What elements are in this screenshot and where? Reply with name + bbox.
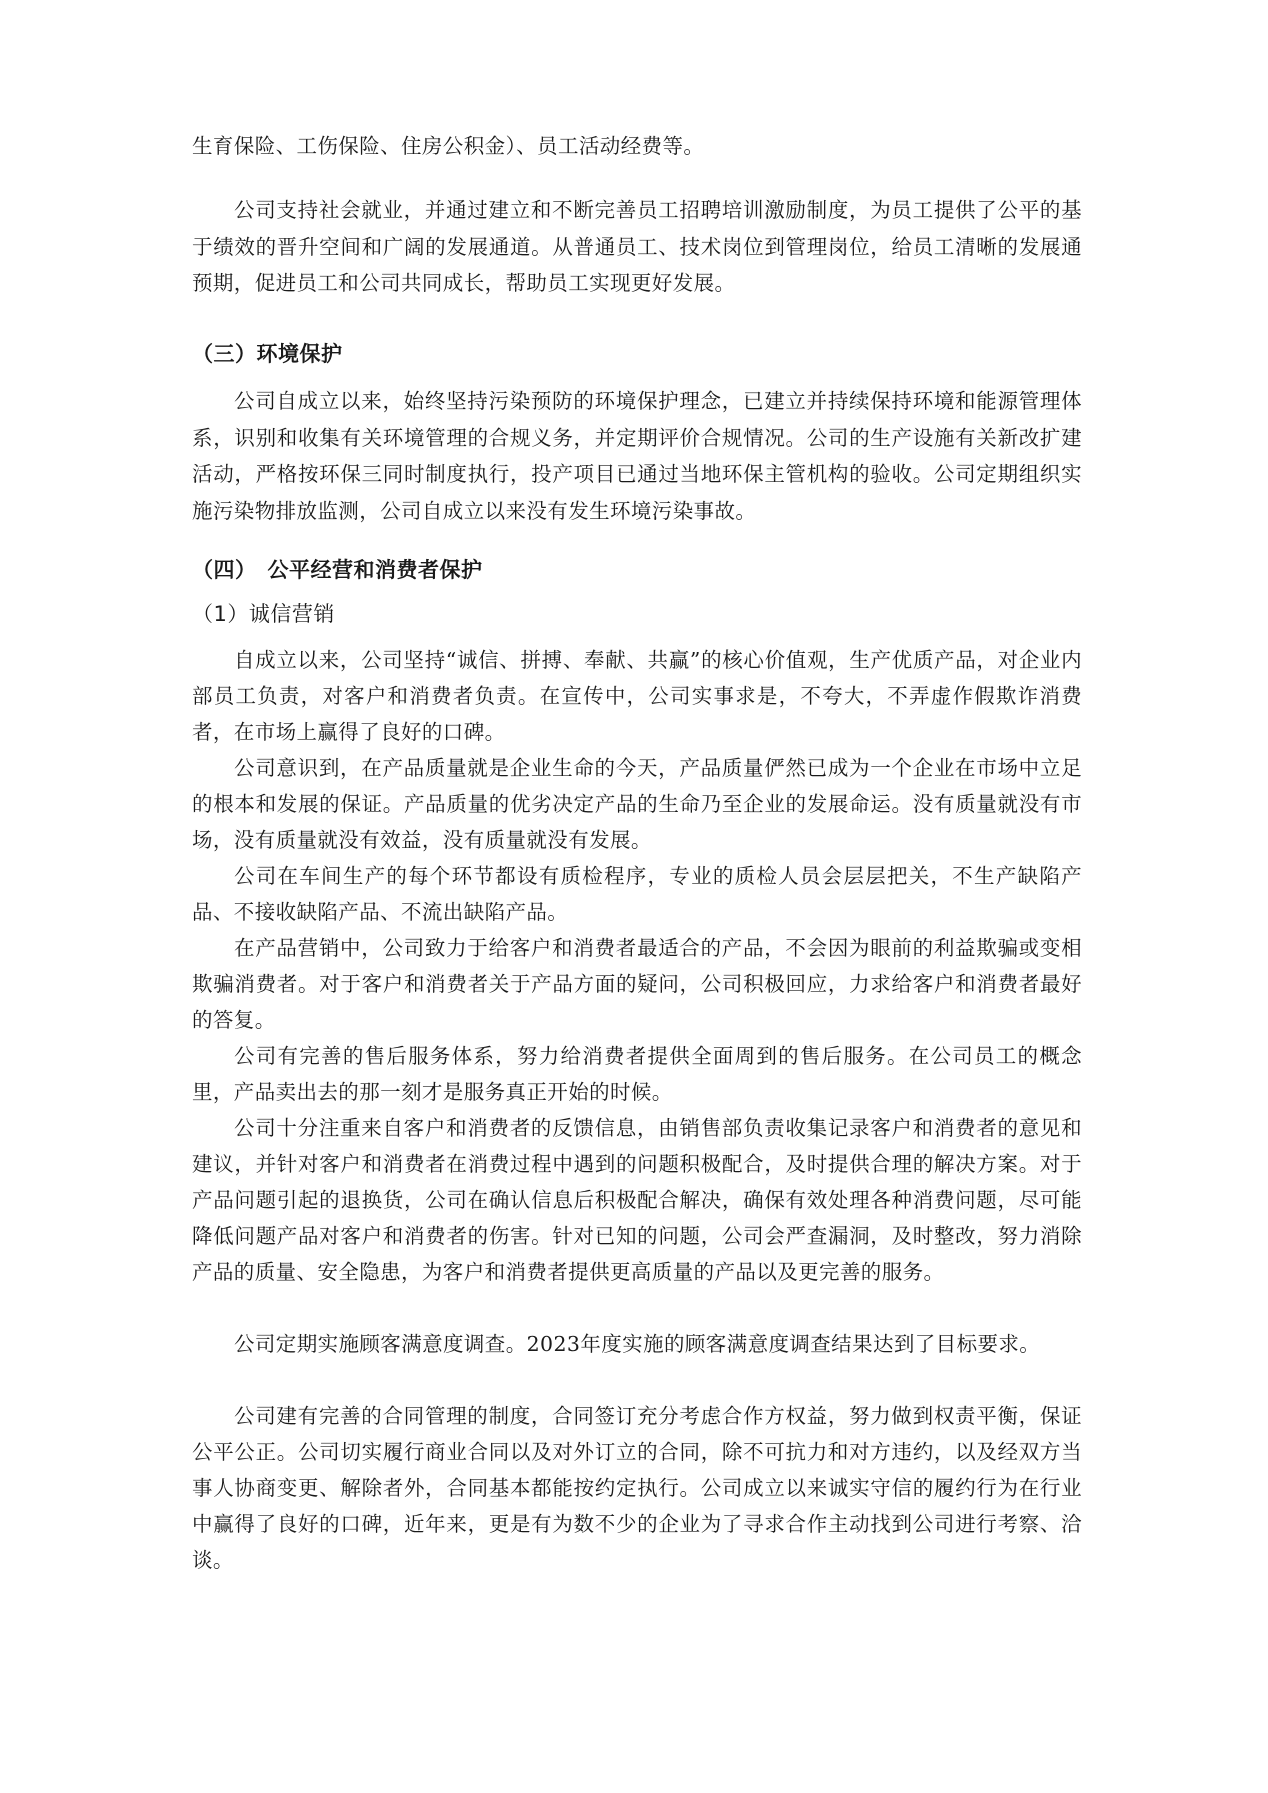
paragraph-marketing: 在产品营销中，公司致力于给客户和消费者最适合的产品，不会因为眼前的利益欺骗或变相欺骗消费者。对于客户和消费者关于产品方面的疑问，公司积极回应，力求给客户和消费者最好的答复。 <box>192 936 1082 1032</box>
paragraph-after-sales: 公司有完善的售后服务体系，努力给消费者提供全面周到的售后服务。在公司员工的概念里，产品卖出去的那一刻才是服务真正开始的时候。 <box>192 1044 1082 1104</box>
section-title-environment: （三）环境保护 <box>192 342 343 366</box>
paragraph-quality-inspection: 公司在车间生产的每个环节都设有质检程序，专业的质检人员会层层把关，不生产缺陷产品、不接收缺陷产品、不流出缺陷产品。 <box>192 864 1082 924</box>
paragraph-satisfaction-survey: 公司定期实施顾客满意度调查。2023年度实施的顾客满意度调查结果达到了目标要求。 <box>234 1332 1041 1356</box>
section-title-fair-business: （四） 公平经营和消费者保护 <box>192 558 483 582</box>
paragraph-contract-management: 公司建有完善的合同管理的制度，合同签订充分考虑合作方权益，努力做到权责平衡，保证公平公正。公司切实履行商业合同以及对外订立的合同，除不可抗力和对方违约，以及经双方当事人协商变更、解除者外，合同基本都能按约定执行。公司成立以来诚实守信的履约行为在行业中赢得了良好的口碑，近年来，更是有为数不少的企业为了寻求合作主动找到公司进行考察、洽谈。 <box>192 1404 1082 1572</box>
subsection-title-integrity-marketing: （1）诚信营销 <box>192 602 335 626</box>
paragraph-employment: 公司支持社会就业，并通过建立和不断完善员工招聘培训激励制度，为员工提供了公平的基于绩效的晋升空间和广阔的发展通道。从普通员工、技术岗位到管理岗位，给员工清晰的发展通预期，促进员工和公司共同成长，帮助员工实现更好发展。 <box>192 198 1082 295</box>
paragraph-product-quality: 公司意识到，在产品质量就是企业生命的今天，产品质量俨然已成为一个企业在市场中立足的根本和发展的保证。产品质量的优劣决定产品的生命乃至企业的发展命运。没有质量就没有市场，没有质量就没有效益，没有质量就没有发展。 <box>192 756 1082 852</box>
paragraph-core-values: 自成立以来，公司坚持“诚信、拼搏、奉献、共赢”的核心价值观，生产优质产品，对企业内部员工负责，对客户和消费者负责。在宣传中，公司实事求是，不夸大，不弄虚作假欺诈消费者，在市场上赢得了良好的口碑。 <box>192 648 1082 744</box>
paragraph-continuation: 生育保险、工伤保险、住房公积金）、员工活动经费等。 <box>192 134 705 158</box>
paragraph-customer-feedback: 公司十分注重来自客户和消费者的反馈信息，由销售部负责收集记录客户和消费者的意见和建议，并针对客户和消费者在消费过程中遇到的问题积极配合，及时提供合理的解决方案。对于产品问题引起的退换货，公司在确认信息后积极配合解决，确保有效处理各种消费问题，尽可能降低问题产品对客户和消费者的伤害。针对已知的问题，公司会严查漏洞，及时整改，努力消除产品的质量、安全隐患，为客户和消费者提供更高质量的产品以及更完善的服务。 <box>192 1116 1082 1284</box>
paragraph-environment: 公司自成立以来，始终坚持污染预防的环境保护理念，已建立并持续保持环境和能源管理体系，识别和收集有关环境管理的合规义务，并定期评价合规情况。公司的生产设施有关新改扩建活动，严格按环保三同时制度执行，投产项目已通过当地环保主管机构的验收。公司定期组织实施污染物排放监测，公司自成立以来没有发生环境污染事故。 <box>192 389 1082 523</box>
